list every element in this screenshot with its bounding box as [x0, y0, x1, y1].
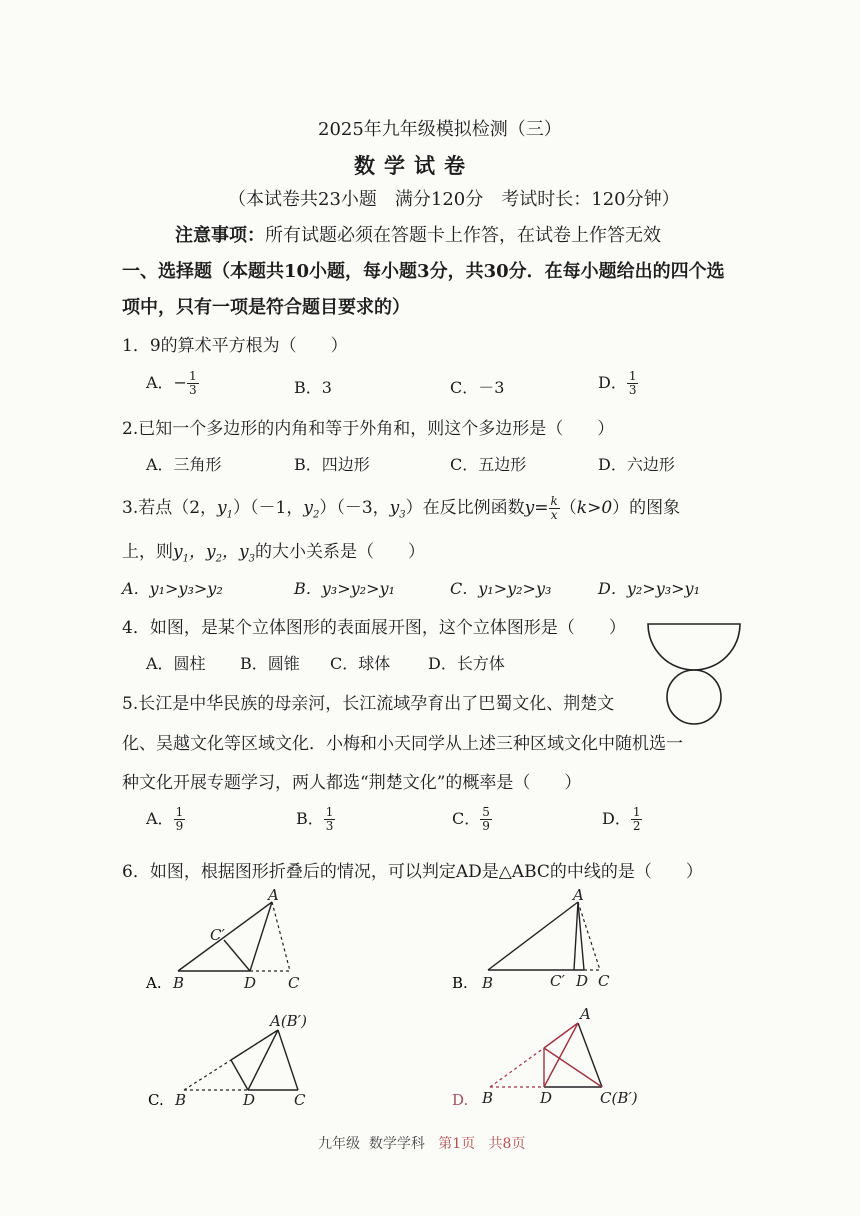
q6c-label-b: B [175, 1091, 187, 1109]
q3-s2a: 上，则 [122, 542, 173, 562]
q6a-line-cpd [224, 940, 250, 971]
q5-line2: 化、吴越文化等区域文化．小梅和小天同学从上述三种区域文化中随机选一 [122, 734, 683, 754]
q5-c-den: 9 [482, 819, 490, 833]
q1-option-b: B．3 [294, 378, 332, 397]
q5-b-fraction [324, 806, 336, 833]
q6b-line-acp [574, 902, 578, 970]
q6c-option-label: C. [148, 1091, 164, 1109]
q5-b-num: 1 [325, 805, 334, 819]
q5-d-den: 2 [632, 819, 641, 833]
q6d-label-b: B [482, 1089, 494, 1107]
q6d-line-ad [544, 1023, 578, 1087]
q5-a-den: 9 [175, 819, 184, 833]
q3-stem-line2 [122, 537, 425, 564]
q3-s1c: ）（－3， [319, 498, 390, 518]
q5-c-fraction [480, 806, 492, 833]
q6b-label-c: C [598, 972, 610, 990]
q5-option-c [452, 806, 492, 833]
q3-ys: $y_1$，$y_2$，$y_3$ [173, 542, 255, 565]
q6-figure-d [452, 1005, 672, 1110]
q3-s1b: ）（－1， [233, 498, 304, 518]
q1-option-c: C．－3 [450, 378, 505, 397]
q3-s1e: （ [559, 498, 577, 518]
q5-line3: 种文化开展专题学习，两人都选“荆楚文化”的概率是（ ） [122, 773, 582, 793]
q5-c-label: C． [452, 809, 481, 828]
q5-d-fraction [631, 806, 643, 833]
exam-title: 2025年九年级模拟检测（三） [318, 119, 562, 140]
q4-semicircle [648, 624, 740, 670]
q1-stem: 1．9的算术平方根为（ ） [122, 336, 348, 356]
q6d-line-fold-a [544, 1023, 578, 1048]
q6a-option-label: A. [146, 974, 162, 992]
q3-stem-line1 [122, 493, 680, 522]
page-footer [318, 1133, 525, 1153]
q6c-line-fold-d [231, 1060, 248, 1090]
q1-a-num: 1 [188, 369, 197, 383]
q3-option-b: B．y₃>y₂>y₁ [294, 579, 395, 598]
q3-y1: $y_1$ [217, 498, 234, 521]
q3-option-a: A．y₁>y₃>y₂ [122, 579, 223, 598]
q6d-option-label: D. [452, 1091, 469, 1109]
q6b-label-cprime: C′ [550, 972, 565, 990]
q4-figure [640, 610, 750, 735]
q3-option-d: D．y₂>y₃>y₁ [598, 579, 701, 598]
q6-figure-a [140, 888, 330, 998]
q1-a-prefix: A．− [146, 373, 187, 392]
q6-stem: 6．如图，根据图形折叠后的情况，可以判定AD是△ABC的中线的是（ ） [122, 862, 703, 882]
q3-x: x [550, 508, 558, 522]
q6a-label-cprime: C′ [210, 926, 225, 944]
q2-option-a: A．三角形 [146, 455, 222, 474]
q4-option-c: C．球体 [330, 654, 391, 673]
footer-grade: 九年级 [318, 1136, 360, 1152]
q6d-label-d: D [540, 1089, 553, 1107]
q3-y3: $y_3$ [389, 498, 406, 521]
q4-circle [667, 670, 721, 724]
q2-option-c: C．五边形 [450, 455, 527, 474]
q6b-option-label: B. [452, 974, 468, 992]
q2-option-b: B．四边形 [294, 455, 370, 474]
q2-option-d: D．六边形 [598, 455, 675, 474]
q1-d-fraction [627, 370, 639, 397]
q3-func-lhs: y= [524, 498, 549, 518]
q3-s1d: ）在反比例函数 [405, 498, 525, 518]
q6c-line-ac [278, 1030, 298, 1090]
q1-d-prefix: D． [598, 373, 627, 392]
section-heading-line2: 项中，只有一项是符合题目要求的） [122, 297, 410, 318]
q1-d-den: 3 [628, 383, 637, 397]
q5-c-num: 5 [482, 805, 490, 819]
q1-option-d [598, 370, 638, 397]
q6c-label-d: D [243, 1091, 256, 1109]
q6a-label-d: D [244, 974, 257, 992]
q3-option-c: C．y₁>y₂>y₃ [450, 579, 552, 598]
q6b-label-a: A [573, 886, 584, 904]
q6b-line-ad [578, 902, 584, 970]
q5-b-label: B． [296, 809, 324, 828]
q5-line1: 5.长江是中华民族的母亲河，长江流域孕育出了巴蜀文化、荆楚文 [122, 694, 615, 714]
q6c-label-c: C [294, 1091, 306, 1109]
q4-option-a: A．圆柱 [146, 654, 206, 673]
q5-d-num: 1 [632, 805, 641, 819]
section-heading-line1: 一、选择题（本题共10小题，每小题3分，共30分．在每小题给出的四个选 [122, 261, 725, 282]
q5-d-label: D． [602, 809, 631, 828]
exam-info: （本试卷共23小题 满分120分 考试时长：120分钟） [228, 189, 680, 210]
q6a-line-ad [250, 902, 272, 971]
q3-s2b: 的大小关系是（ ） [254, 542, 425, 562]
notice-text: 所有试题必须在答题卡上作答，在试卷上作答无效 [265, 225, 661, 246]
footer-total: 共8页 [488, 1136, 526, 1152]
q2-stem: 2.已知一个多边形的内角和等于外角和，则这个多边形是（ ） [122, 419, 615, 439]
q6d-label-cb: C(B′) [600, 1089, 638, 1107]
q6a-label-c: C [288, 974, 300, 992]
q5-a-label: A． [146, 809, 174, 828]
q5-a-num: 1 [175, 805, 184, 819]
q3-k-over-x [549, 495, 560, 522]
q1-a-den: 3 [188, 383, 197, 397]
q5-b-den: 3 [325, 819, 334, 833]
q4-option-d: D．长方体 [428, 654, 505, 673]
q3-s1a: 3.若点（2， [122, 498, 218, 518]
q5-option-b [296, 806, 335, 833]
q6d-line-ab-dashed [490, 1048, 544, 1087]
q6-figure-c [148, 1010, 348, 1110]
q6b-line-ab [488, 902, 578, 970]
q6b-label-b: B [482, 974, 494, 992]
notice-label: 注意事项： [175, 225, 265, 246]
q6d-line-ac [578, 1023, 602, 1087]
q6-figure-b [452, 888, 632, 998]
q4-stem: 4．如图，是某个立体图形的表面展开图，这个立体图形是（ ） [122, 618, 626, 638]
q1-option-a [146, 370, 199, 397]
q6b-label-d: D [576, 972, 589, 990]
q6a-label-b: B [173, 974, 185, 992]
q3-s1f: k>0 [576, 498, 613, 518]
q3-y2: $y_2$ [303, 498, 320, 521]
footer-subject: 数学学科 [368, 1136, 425, 1152]
q6d-line-fold-c [544, 1048, 602, 1087]
footer-page: 第1页 [438, 1136, 476, 1152]
q6a-line-ab [178, 902, 272, 971]
notice [175, 221, 661, 247]
subject-title: 数学试卷 [354, 153, 474, 178]
q6a-line-ac-dashed [272, 902, 290, 971]
q5-option-d [602, 806, 642, 833]
q3-s1g: ）的图象 [612, 498, 681, 518]
q5-a-fraction [174, 806, 186, 833]
q5-option-a [146, 806, 185, 833]
q6c-label-ab: A(B′) [270, 1012, 307, 1030]
q1-a-fraction [187, 370, 199, 397]
q1-d-num: 1 [628, 369, 637, 383]
q4-option-b: B．圆锥 [240, 654, 300, 673]
q6d-label-a: A [580, 1005, 591, 1023]
q3-k: k [550, 494, 558, 508]
q6a-label-a: A [268, 886, 279, 904]
